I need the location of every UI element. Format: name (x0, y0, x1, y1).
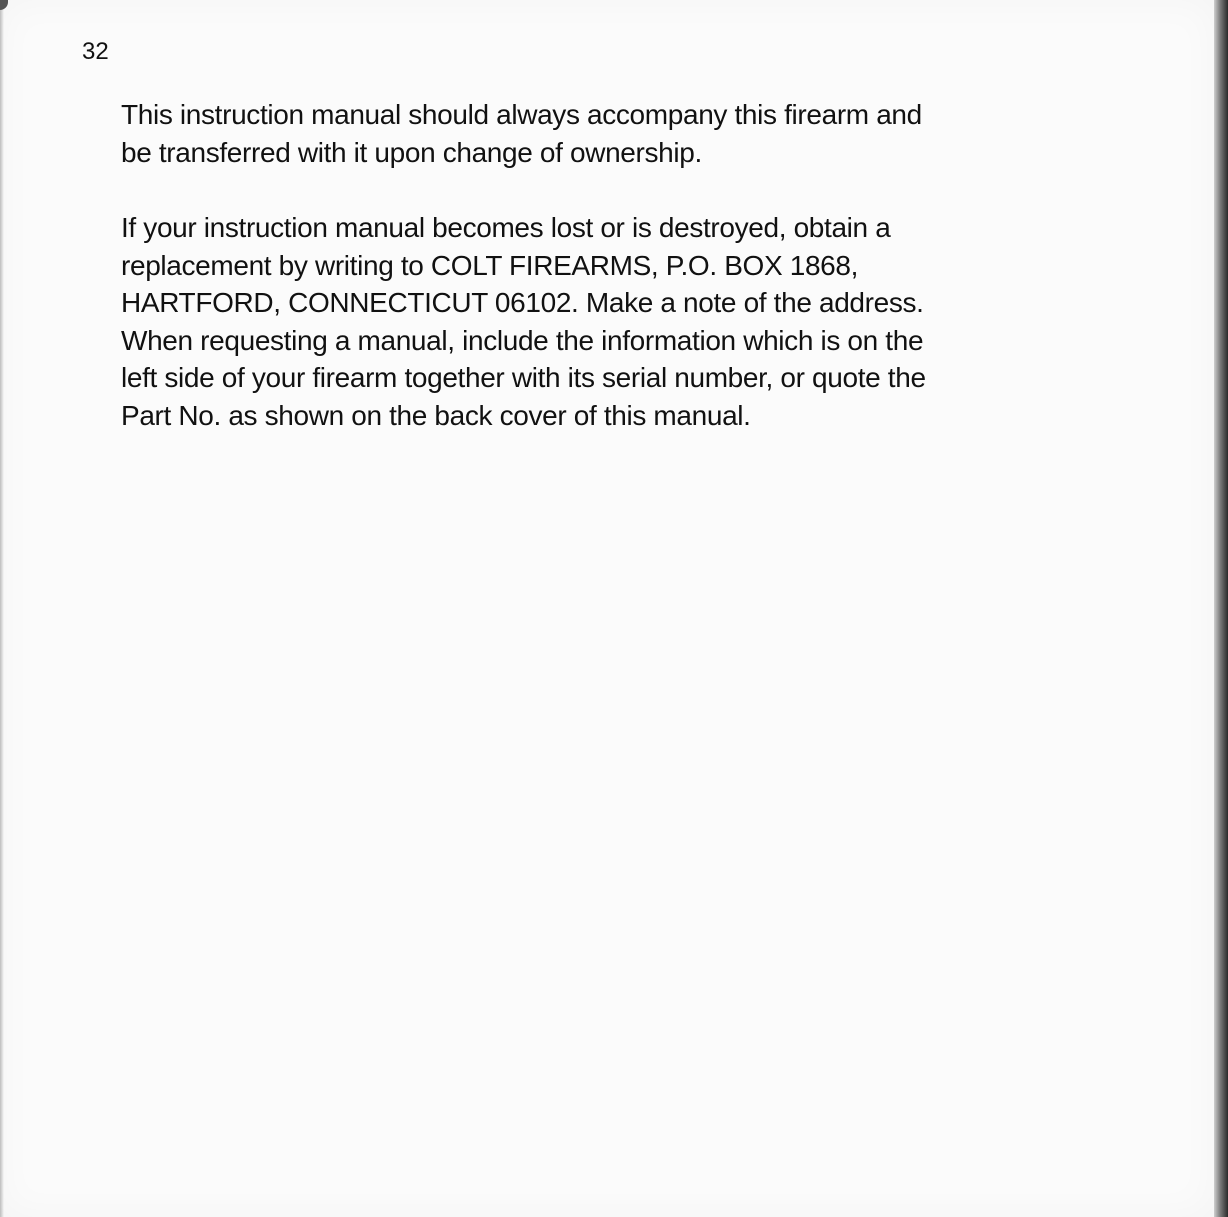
text-line: When requesting a manual, include the information which is on the (121, 324, 924, 356)
text-line: This instruction manual should always accompany this firearm and (121, 99, 922, 130)
paragraph-replacement (121, 209, 1121, 434)
paragraph-ownership (121, 96, 1121, 171)
page-left-edge (0, 0, 4, 1217)
text-line: If your instruction manual becomes lost or is destroyed, obtain a (121, 212, 891, 243)
page-corner-mark (0, 0, 8, 10)
text-line: left side of your firearm together with its serial number, or quote the (121, 362, 926, 393)
text-line: replacement by writing to COLT FIREARMS, P.O. BOX 1868, (121, 249, 859, 281)
text-line: be transferred with it upon change of ownership. (121, 136, 702, 168)
page-number: 32 (82, 38, 109, 65)
page-right-edge (1214, 0, 1228, 1217)
text-line: HARTFORD, CONNECTICUT 06102. Make a note of the address. (121, 287, 924, 318)
text-line: Part No. as shown on the back cover of this manual. (121, 399, 751, 431)
page-body (121, 96, 1121, 434)
